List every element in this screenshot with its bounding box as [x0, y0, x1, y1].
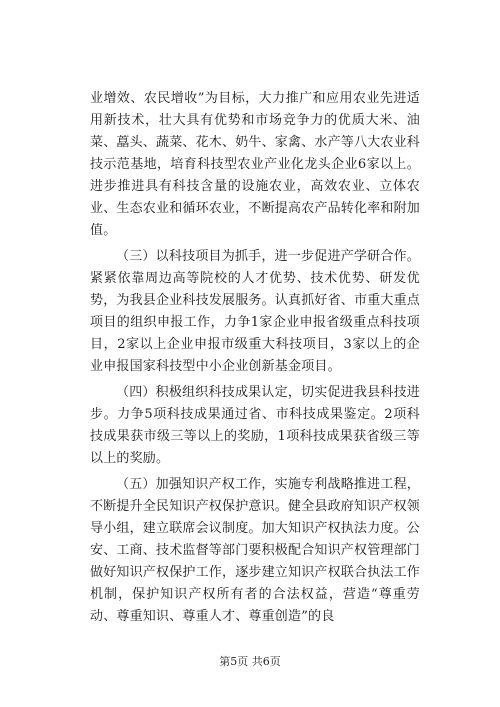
document-body [90, 88, 420, 628]
page-number-footer: 第5页 共6页 [219, 655, 281, 668]
paragraph-section-four: （四）积极组织科技成果认定，切实促进我县科技进步。力争5项科技成果通过省、市科技成果鉴定。2项科技成果获市级三等以上的奖励，1项科技成果获省级三等以上的奖励。 [90, 385, 420, 466]
paragraph-continued: 业增效、农民增收”为目标，大力推广和应用农业先进适用新技术，壮大具有优势和市场竞争力的优质大米、油菜、藠头、蔬菜、花木、奶牛、家禽、水产等八大农业科技示范基地，培育科技型农业产业化龙头企业6家以上。进步推进具有科技含量的设施农业，高效农业、立体农业、生态农业和循环农业，不断提高农产品转化率和附加值。 [90, 91, 421, 238]
paragraph-section-three: （三）以科技项目为抓手，进一步促进产学研合作。紧紧依靠周边高等院校的人才优势、技术优势、研发优势，为我县企业科技发展服务。认真抓好省、市重大重点项目的组织申报工作，力争1家企业申报省级重点科技项目，2家以上企业申报市级重大科技项目，3家以上的企业申报国家科技型中小企业创新基金项目。 [90, 249, 421, 374]
paragraph-section-five: （五）加强知识产权工作，实施专利战略推进工程，不断提升全民知识产权保护意识。健全县政府知识产权领导小组，建立联席会议制度。加大知识产权执法力度。公安、工商、技术监督等部门要积极配合知识产权管理部门做好知识产权保护工作，逐步建立知识产权联合执法工作机制，保护知识产权所有者的合法权益，营造“尊重劳动、尊重知识、尊重人才、尊重创造”的良 [90, 477, 421, 624]
